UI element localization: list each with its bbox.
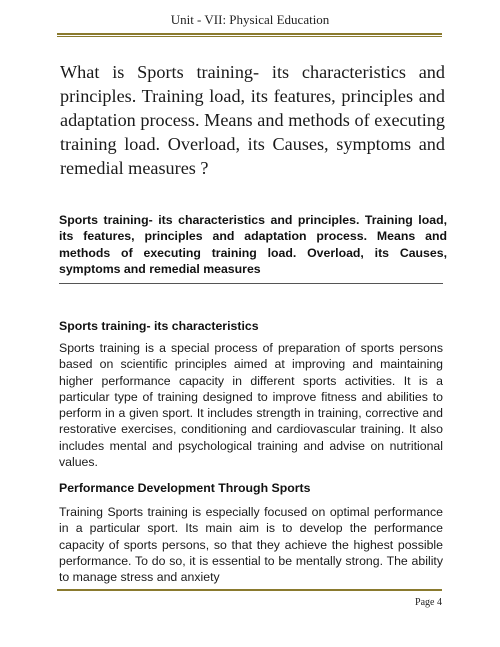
page-number: Page 4	[415, 597, 442, 608]
topic-summary: Sports training- its characteristics and principles. Training load, its features, principles and adaptation process. Means and methods of executing training load. Overload, its Causes, symptoms and remedial measures	[59, 213, 447, 277]
header-divider	[57, 33, 442, 35]
section-heading-characteristics: Sports training- its characteristics	[59, 319, 259, 333]
section-body-characteristics: Sports training is a special process of preparation of sports persons based on scientific principles aimed at improving and maintaining higher performance capacity in different sports activities. It is a particular type of training designed to improve fitness and abilities to perform in a given sport. It includes strength in training, corrective and restorative exercises, conditioning and cardiovascular training. It also includes mental and psychological training and advise on nutritional values.	[59, 341, 443, 470]
footer-divider	[57, 589, 442, 591]
question-heading: What is Sports training- its characteristics and principles. Training load, its features, principles and adaptation process. Means and methods of executing training load. Overload, its Causes, symptoms and remedial measures ?	[60, 62, 445, 178]
summary-divider	[59, 283, 443, 284]
header-divider-thin	[57, 36, 442, 37]
page-header-title: Unit - VII: Physical Education	[170, 12, 330, 27]
section-body-performance: Training Sports training is especially focused on optimal performance in a particular sport. Its main aim is to develop the performance capacity of sports persons, so that they achieve the highest possible performance. To do so, it is essential to be mentally strong. The ability to manage stress and anxiety	[59, 505, 443, 585]
section-heading-performance: Performance Development Through Sports	[59, 481, 311, 495]
